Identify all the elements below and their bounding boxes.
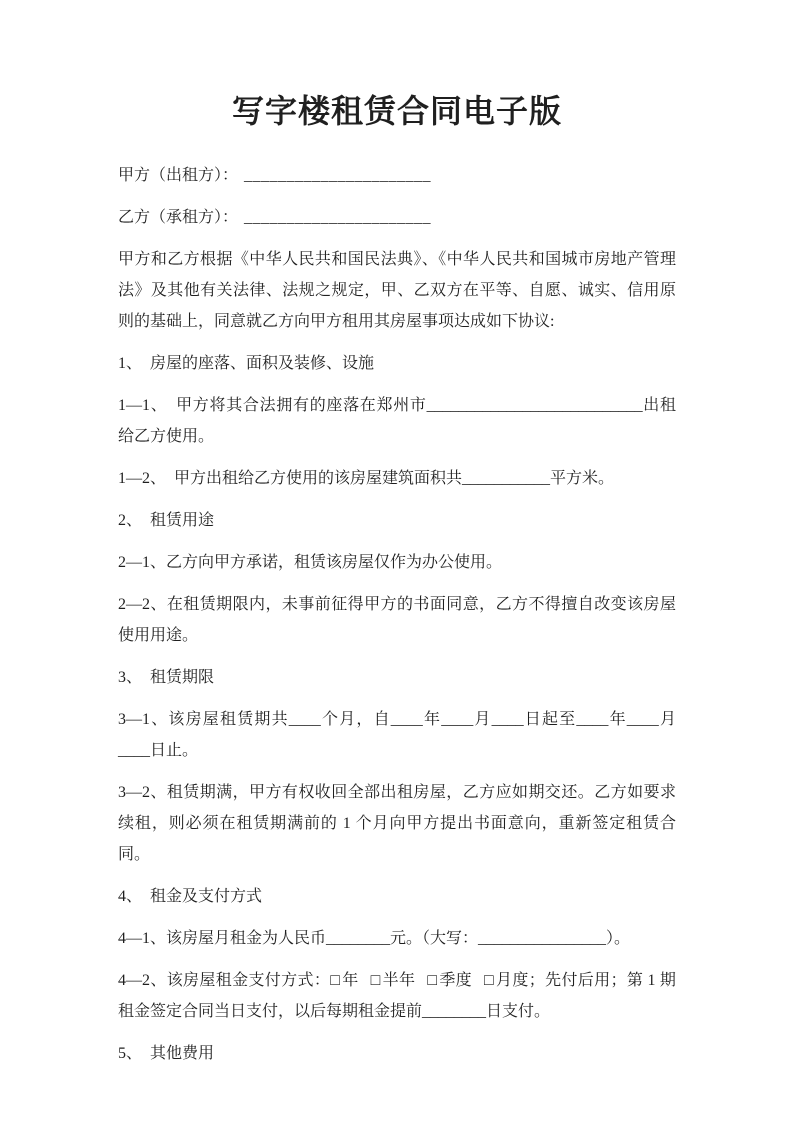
clause-2-1: 2—1、乙方向甲方承诺，租赁该房屋仅作为办公使用。 — [118, 554, 503, 571]
clause-2-2: 2—2、在租赁期限内，未事前征得甲方的书面同意，乙方不得擅自改变该房屋使用用途。 — [118, 596, 676, 644]
clause-4-2-tail: ；先付后用；第 1 期租金签定合同当日支付，以后每期租金提前________日支付。 — [118, 972, 676, 1020]
section-4-heading: 4、 租金及支付方式 — [118, 888, 263, 905]
checkbox-icon: □ — [370, 972, 381, 989]
section-1-heading: 1、 房屋的座落、面积及装修、设施 — [118, 355, 375, 372]
payment-option-month — [484, 972, 529, 989]
payment-option-half-year — [371, 972, 416, 989]
payment-option-year — [330, 972, 358, 989]
party-a-blank: ______________________ — [244, 167, 432, 184]
clause-1-2: 1—2、 甲方出租给乙方使用的该房屋建筑面积共___________平方米。 — [118, 470, 615, 487]
payment-option-year-label: 年 — [342, 972, 359, 989]
payment-option-month-label: 月度 — [496, 972, 529, 989]
payment-option-half-year-label: 半年 — [382, 972, 416, 989]
party-b-blank: ______________________ — [244, 209, 432, 226]
party-a-line — [118, 160, 676, 191]
intro-paragraph: 甲方和乙方根据《中华人民共和国民法典》、《中华人民共和国城市房地产管理法》及其他有关法律、法规之规定，甲、乙双方在平等、自愿、诚实、信用原则的基础上，同意就乙方向甲方租用其房屋事项达成如下协议: — [118, 251, 676, 330]
clause-4-2-lead: 4—2、该房屋租金支付方式： — [118, 972, 331, 989]
payment-option-quarter-label: 季度 — [439, 972, 473, 989]
document-title: 写字楼租赁合同电子版 — [231, 93, 562, 129]
section-3-heading: 3、 租赁期限 — [118, 669, 215, 686]
checkbox-icon: □ — [484, 972, 495, 989]
clause-4-1: 4—1、该房屋月租金为人民币________元。（大写：________________）。 — [118, 930, 631, 947]
clause-3-1: 3—1、该房屋租赁期共____个月，自____年____月____日起至____年____月____日止。 — [118, 711, 676, 759]
party-b-line — [118, 202, 676, 233]
party-b-label: 乙方（承租方）： — [118, 209, 239, 226]
payment-option-quarter — [427, 972, 472, 989]
clause-4-2 — [118, 965, 676, 1027]
checkbox-icon: □ — [427, 972, 438, 989]
checkbox-icon: □ — [330, 972, 341, 989]
section-2-heading: 2、 租赁用途 — [118, 512, 215, 529]
clause-1-1: 1—1、 甲方将其合法拥有的座落在郑州市___________________________出租给乙方使用。 — [118, 397, 676, 445]
section-5-heading: 5、 其他费用 — [118, 1045, 215, 1062]
party-a-label: 甲方（出租方）： — [118, 167, 239, 184]
clause-3-2: 3—2、租赁期满，甲方有权收回全部出租房屋，乙方应如期交还。乙方如要求续租，则必须在租赁期满前的 1 个月向甲方提出书面意向，重新签定租赁合同。 — [118, 784, 676, 863]
